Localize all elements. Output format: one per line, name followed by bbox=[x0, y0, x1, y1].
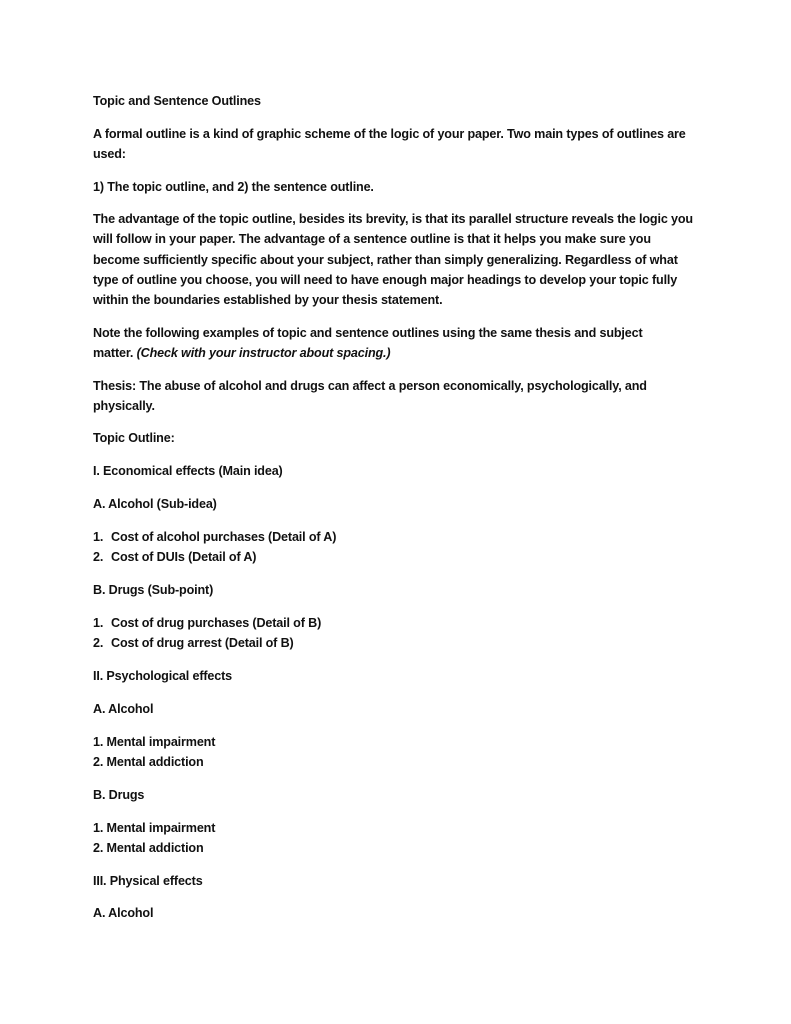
outline-detail-II-B-2: 2. Mental addiction bbox=[93, 841, 204, 855]
advantages-paragraph: The advantage of the topic outline, besides its brevity, is that its parallel structure reveals the logic you will follow in your paper. The advantage of a sentence outline is that it helps you make sure you become sufficiently specific about your subject, rather than simply generalizing. Regardless of what type of outline you choose, you will need to have enough major headings to develop your topic fully within the boundaries established by your thesis statement. bbox=[93, 212, 693, 308]
note-paragraph bbox=[93, 323, 663, 364]
outline-types-paragraph: 1) The topic outline, and 2) the sentence outline. bbox=[93, 180, 374, 194]
outline-subheading-II-A: A. Alcohol bbox=[93, 702, 154, 716]
outline-subheading-I-A: A. Alcohol (Sub-idea) bbox=[93, 497, 217, 511]
intro-paragraph: A formal outline is a kind of graphic scheme of the logic of your paper. Two main types of outlines are used: bbox=[93, 127, 686, 162]
outline-detail-II-A-1: 1. Mental impairment bbox=[93, 735, 216, 749]
outline-detail-II-B-1: 1. Mental impairment bbox=[93, 821, 216, 835]
thesis-paragraph: Thesis: The abuse of alcohol and drugs can affect a person economically, psychologically, and physically. bbox=[93, 379, 647, 414]
note-italic: (Check with your instructor about spacing.) bbox=[136, 346, 391, 361]
topic-outline-label: Topic Outline: bbox=[93, 431, 175, 445]
outline-detail-I-A-2: 2. Cost of DUIs (Detail of A) bbox=[93, 550, 257, 564]
outline-detail-I-A-1: 1. Cost of alcohol purchases (Detail of A) bbox=[93, 530, 337, 544]
outline-subheading-II-B: B. Drugs bbox=[93, 788, 145, 802]
outline-subheading-III-A: A. Alcohol bbox=[93, 906, 154, 920]
note-text: Note the following examples of topic and sentence outlines using the same thesis and subject matter. bbox=[93, 326, 643, 361]
outline-heading-II: II. Psychological effects bbox=[93, 669, 233, 683]
document-title: Topic and Sentence Outlines bbox=[93, 94, 261, 108]
outline-detail-I-B-1: 1. Cost of drug purchases (Detail of B) bbox=[93, 616, 322, 630]
outline-detail-II-A-2: 2. Mental addiction bbox=[93, 755, 204, 769]
outline-subheading-I-B: B. Drugs (Sub-point) bbox=[93, 583, 214, 597]
outline-heading-I: I. Economical effects (Main idea) bbox=[93, 464, 283, 478]
outline-detail-I-B-2: 2. Cost of drug arrest (Detail of B) bbox=[93, 636, 294, 650]
outline-heading-III: III. Physical effects bbox=[93, 874, 203, 888]
